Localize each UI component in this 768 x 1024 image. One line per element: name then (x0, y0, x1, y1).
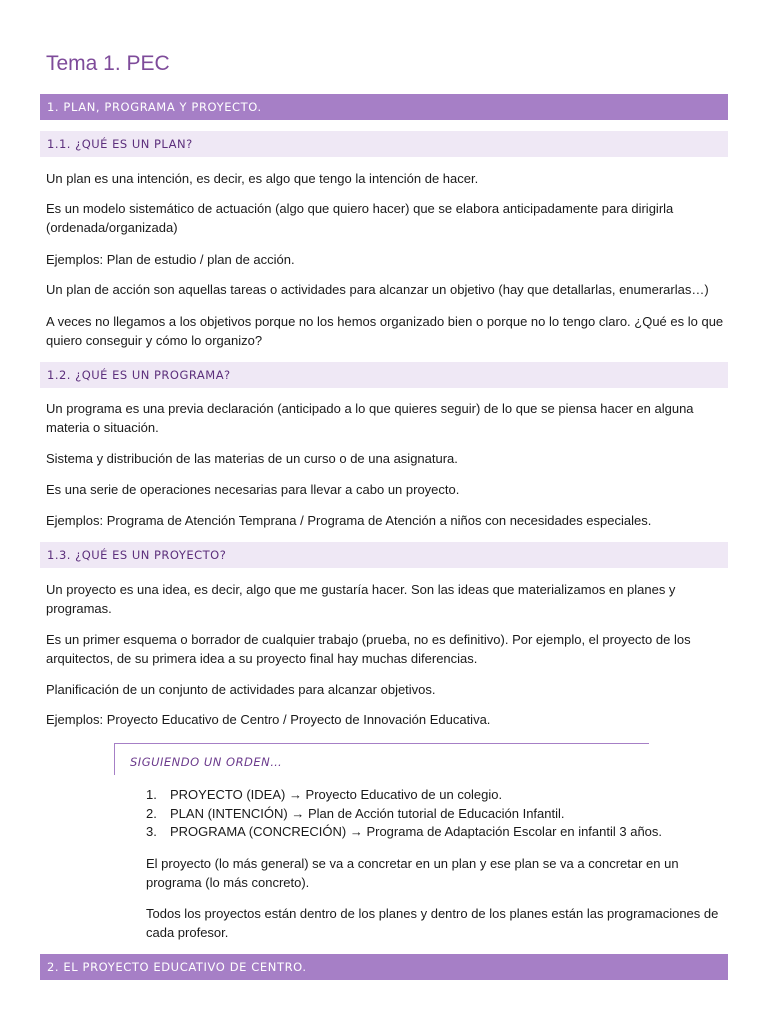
list-item (146, 786, 662, 805)
subsection-heading-1-1: 1.1. ¿QUÉ ES UN PLAN? (40, 131, 728, 157)
paragraph: A veces no llegamos a los objetivos porque no los hemos organizado bien o porque no lo tengo claro. ¿Qué es lo que quiero conseguir y cómo lo organizo? (46, 314, 724, 348)
section-heading-2: 2. EL PROYECTO EDUCATIVO DE CENTRO. (40, 954, 728, 980)
paragraph: Un plan es una intención, es decir, es algo que tengo la intención de hacer. (46, 171, 479, 186)
paragraph: Sistema y distribución de las materias de un curso o de una asignatura. (46, 451, 458, 466)
paragraph: Ejemplos: Plan de estudio / plan de acción. (46, 252, 295, 267)
paragraph: Ejemplos: Programa de Atención Temprana / Programa de Atención a niños con necesidades especiales. (46, 513, 652, 528)
order-list (146, 786, 662, 842)
paragraph: Planificación de un conjunto de actividades para alcanzar objetivos. (46, 682, 436, 697)
list-item-text: PROGRAMA (CONCRECIÓN) → Programa de Adaptación Escolar en infantil 3 años. (170, 824, 663, 839)
list-item (146, 805, 662, 824)
paragraph: Un plan de acción son aquellas tareas o actividades para alcanzar un objetivo (hay que detallarlas, enumerarlas…) (46, 282, 709, 297)
subsection-heading-1-3: 1.3. ¿QUÉ ES UN PROYECTO? (40, 542, 728, 568)
paragraph: Un proyecto es una idea, es decir, algo que me gustaría hacer. Son las ideas que materializamos en planes y programas. (46, 582, 676, 616)
note-border-left (114, 743, 115, 775)
paragraph: Ejemplos: Proyecto Educativo de Centro / Proyecto de Innovación Educativa. (46, 712, 491, 727)
list-item-text: PROYECTO (IDEA) → Proyecto Educativo de un colegio. (170, 787, 503, 802)
paragraph: Es un modelo sistemático de actuación (algo que quiero hacer) que se elabora anticipadamente para dirigirla (ordenada/organizada) (46, 201, 674, 235)
note-paragraph: Todos los proyectos están dentro de los planes y dentro de los planes están las programaciones de cada profesor. (146, 906, 719, 940)
list-number: 1. (146, 787, 157, 802)
paragraph: Es un primer esquema o borrador de cualquier trabajo (prueba, no es definitivo). Por ejemplo, el proyecto de los arquitectos, de su primera idea a su proyecto final hay muchas diferencias. (46, 632, 691, 666)
list-number: 3. (146, 824, 157, 839)
page-title: Tema 1. PEC (46, 52, 170, 75)
note-heading: SIGUIENDO UN ORDEN… (130, 755, 283, 769)
note-paragraph: El proyecto (lo más general) se va a concretar en un plan y ese plan se va a concretar en un programa (lo más concreto). (146, 856, 679, 890)
paragraph: Un programa es una previa declaración (anticipado a lo que quieres seguir) de lo que se piensa hacer en alguna materia o situación. (46, 401, 694, 435)
list-number: 2. (146, 805, 157, 821)
subsection-heading-1-2: 1.2. ¿QUÉ ES UN PROGRAMA? (40, 362, 728, 388)
list-item-text: PLAN (INTENCIÓN) → Plan de Acción tutorial de Educación Infantil. (170, 805, 565, 821)
note-border-top (114, 743, 649, 744)
section-heading-1: 1. PLAN, PROGRAMA Y PROYECTO. (40, 94, 728, 120)
paragraph: Es una serie de operaciones necesarias para llevar a cabo un proyecto. (46, 482, 460, 497)
list-item (146, 823, 662, 842)
